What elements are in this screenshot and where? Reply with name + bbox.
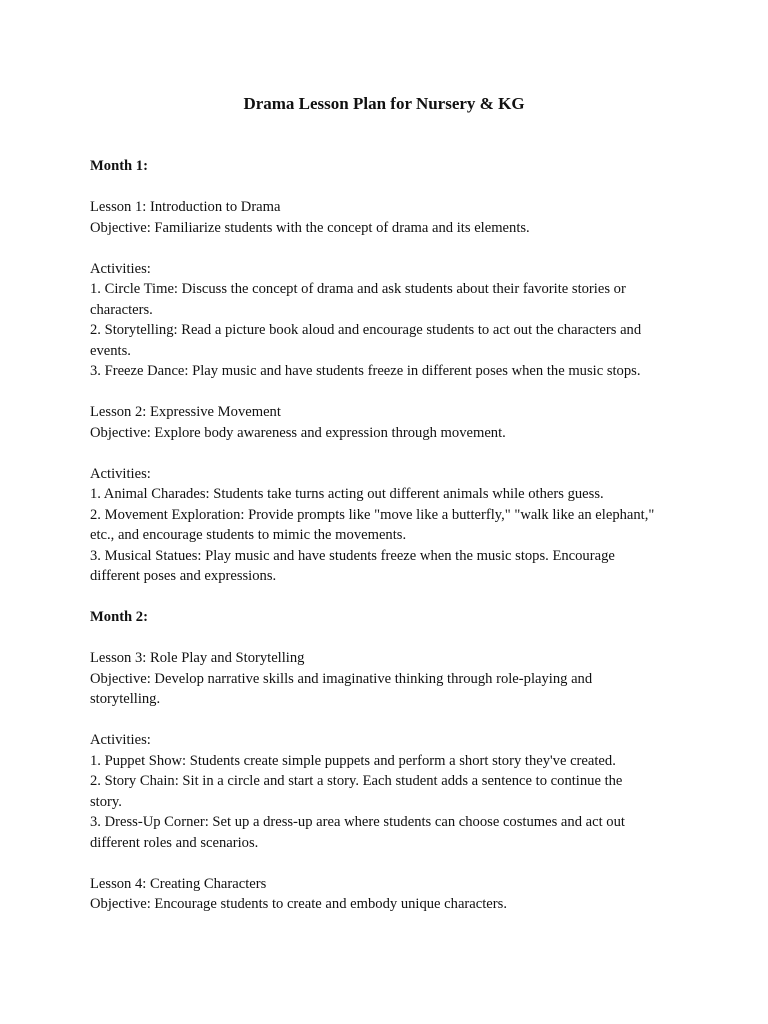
lesson-4-title: Lesson 4: Creating Characters [90, 875, 267, 892]
lesson-2-activity-1: 1. Animal Charades: Students take turns acting out different animals while others guess. [90, 486, 604, 502]
lesson-3-activity-2-line-1: 2. Story Chain: Sit in a circle and start a story. Each student adds a sentence to continue the [90, 773, 623, 789]
lesson-3-activity-3-line-2: different roles and scenarios. [90, 834, 259, 851]
lesson-3-activity-3-line-1: 3. Dress-Up Corner: Set up a dress-up area where students can choose costumes and act out [90, 814, 625, 830]
lesson-3-objective-line-2: storytelling. [90, 691, 161, 707]
lesson-2-activity-3-line-2: different poses and expressions. [90, 568, 277, 584]
document-body [90, 156, 680, 915]
lesson-1-activity-1-line-1: 1. Circle Time: Discuss the concept of drama and ask students about their favorite stories or [90, 281, 626, 297]
spacer [90, 853, 680, 874]
lesson-1-activity-2-line-2: events. [90, 342, 131, 359]
lesson-1-activity-1-line-2: characters. [90, 301, 153, 318]
lesson-2-objective: Objective: Explore body awareness and expression through movement. [90, 424, 506, 441]
lesson-3-activity-2-line-2: story. [90, 793, 122, 810]
month-2-heading: Month 2: [90, 609, 148, 625]
lesson-1-activities-label: Activities: [90, 260, 151, 277]
lesson-2-activity-2-line-1: 2. Movement Exploration: Provide prompts like "move like a butterfly," "walk like an elephant," [90, 506, 655, 523]
spacer [90, 382, 680, 403]
spacer [90, 443, 680, 464]
lesson-2-activities-label: Activities: [90, 465, 151, 482]
lesson-4-objective: Objective: Encourage students to create and embody unique characters. [90, 896, 507, 912]
document-title: Drama Lesson Plan for Nursery & KG [243, 94, 525, 113]
lesson-1-activity-2-line-1: 2. Storytelling: Read a picture book aloud and encourage students to act out the characters and [90, 322, 642, 338]
lesson-3-objective-line-1: Objective: Develop narrative skills and imaginative thinking through role-playing and [90, 670, 593, 687]
spacer [90, 238, 680, 259]
lesson-3-activities-label: Activities: [90, 732, 151, 748]
spacer [90, 628, 680, 649]
spacer [90, 710, 680, 731]
lesson-2-title: Lesson 2: Expressive Movement [90, 404, 281, 420]
lesson-3-activity-1: 1. Puppet Show: Students create simple puppets and perform a short story they've created. [90, 752, 616, 769]
month-1-heading: Month 1: [90, 158, 148, 174]
lesson-2-activity-2-line-2: etc., and encourage students to mimic the movements. [90, 527, 407, 543]
lesson-1-objective: Objective: Familiarize students with the concept of drama and its elements. [90, 219, 530, 236]
lesson-1-activity-3: 3. Freeze Dance: Play music and have students freeze in different poses when the music stops. [90, 363, 641, 379]
spacer [90, 587, 680, 608]
lesson-2-activity-3-line-1: 3. Musical Statues: Play music and have students freeze when the music stops. Encourage [90, 547, 615, 564]
spacer [90, 177, 680, 198]
lesson-1-title: Lesson 1: Introduction to Drama [90, 199, 281, 215]
lesson-3-title: Lesson 3: Role Play and Storytelling [90, 650, 305, 666]
